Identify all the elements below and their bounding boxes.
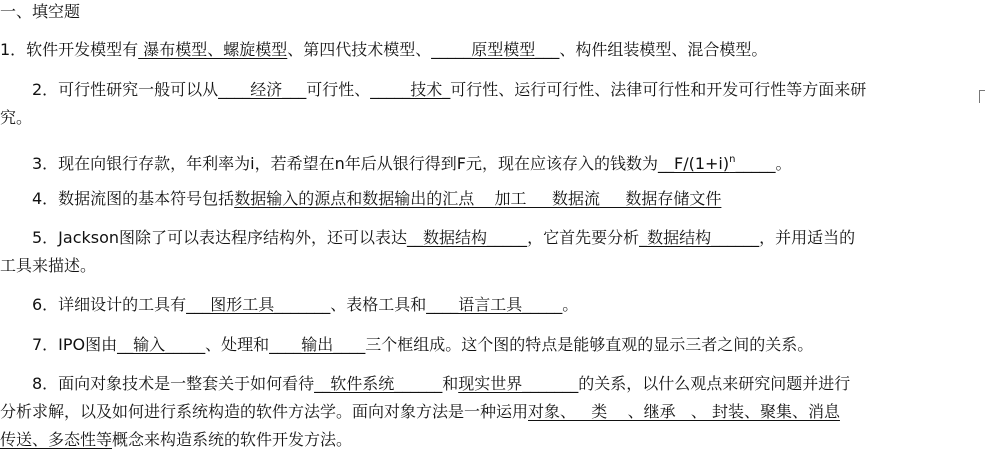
q7-text-a: 7．IPO图由 <box>32 335 118 354</box>
q7-text-c: 三个框组成。这个图的特点是能够直观的显示三者之间的关系。 <box>365 335 814 354</box>
q8-answer-2: 现实世界_______ <box>458 374 579 393</box>
question-3 <box>32 150 791 174</box>
q6-answer-1: ___图形工具_______ <box>186 295 331 314</box>
q1-text-b: 、第四代技术模型、 <box>287 40 432 59</box>
q5-continuation: 工具来描述。 <box>0 256 97 275</box>
q5-answer-2: _数据结构______ <box>639 228 760 247</box>
q3-answer-blank: _____ <box>735 154 776 173</box>
q8-text-f: 概念来构造系统的软件开发方法。 <box>112 430 353 449</box>
q8-answer-3: 对象、 类 、继承 、 封装、聚集、消息 <box>528 402 840 421</box>
q5-answer-1: __数据结构_____ <box>407 228 528 247</box>
q7-answer-2: ____输出____ <box>269 335 366 354</box>
q2-text-c: 可行性、运行可行性、法律可行性和开发可行性等方面来研 <box>450 80 867 99</box>
q4-answer: 数据输入的源点和数据输出的汇点 加工 数据流 数据存储文件 <box>234 189 722 208</box>
text-cursor-mark <box>979 90 985 103</box>
q5-text-b: ，它首先要分析 <box>527 228 640 247</box>
section-title: 一、填空题 <box>0 2 81 21</box>
question-1 <box>0 40 767 60</box>
q8-text-a: 8．面向对象技术是一整套关于如何看待 <box>32 374 315 393</box>
question-7 <box>32 335 813 355</box>
question-5 <box>32 228 855 248</box>
question-8 <box>32 374 850 394</box>
q7-answer-1: __输入_____ <box>117 335 206 354</box>
q1-text-c: 、构件组装模型、混合模型。 <box>559 40 768 59</box>
q6-answer-2: ____语言工具_____ <box>426 295 563 314</box>
q6-text-b: 、表格工具和 <box>330 295 427 314</box>
q1-answer-1: 瀑布模型、螺旋模型 <box>138 40 288 59</box>
q8-answer-1: __软件系统______ <box>314 374 443 393</box>
q3-text-c: 。 <box>775 154 792 173</box>
q4-text-a: 4．数据流图的基本符号包括 <box>32 189 235 208</box>
q3-answer <box>658 154 775 173</box>
q8-continuation-2 <box>0 430 352 450</box>
q2-text-b: 可行性、 <box>306 80 371 99</box>
q2-answer-2: _____技术_ <box>370 80 451 99</box>
q8-text-d: 分析求解，以及如何进行系统构造的软件方法学。面向对象方法是一种运用 <box>0 402 529 421</box>
question-6 <box>32 295 578 315</box>
q3-text-a: 3．现在向银行存款，年利率为i，若希望在n年后从银行得到F元，现在应该存入的钱数为 <box>32 154 658 173</box>
question-2 <box>32 80 866 100</box>
q5-text-c: ，并用适当的 <box>759 228 856 247</box>
q8-text-c: 的关系，以什么观点来研究问题并进行 <box>578 374 851 393</box>
q1-text-a: 1．软件开发模型有 <box>0 40 139 59</box>
q5-text-a: 5．Jackson图除了可以表达程序结构外，还可以表达 <box>32 228 408 247</box>
q3-answer-exponent: n <box>729 154 736 165</box>
q2-text-a: 2．可行性研究一般可以从 <box>32 80 219 99</box>
q6-text-a: 6．详细设计的工具有 <box>32 295 187 314</box>
q2-answer-1: ____经济___ <box>218 80 307 99</box>
q2-continuation: 究。 <box>0 108 33 127</box>
q8-answer-4: 传送、多态性等 <box>0 430 113 449</box>
q3-answer-formula: __F/(1+i) <box>657 154 730 173</box>
q6-text-c: 。 <box>562 295 579 314</box>
question-4 <box>32 189 721 209</box>
q8-continuation-1 <box>0 402 840 422</box>
q1-answer-2: _____原型模型___ <box>431 40 560 59</box>
q7-text-b: 、处理和 <box>205 335 270 354</box>
q8-text-b: 和 <box>442 374 459 393</box>
